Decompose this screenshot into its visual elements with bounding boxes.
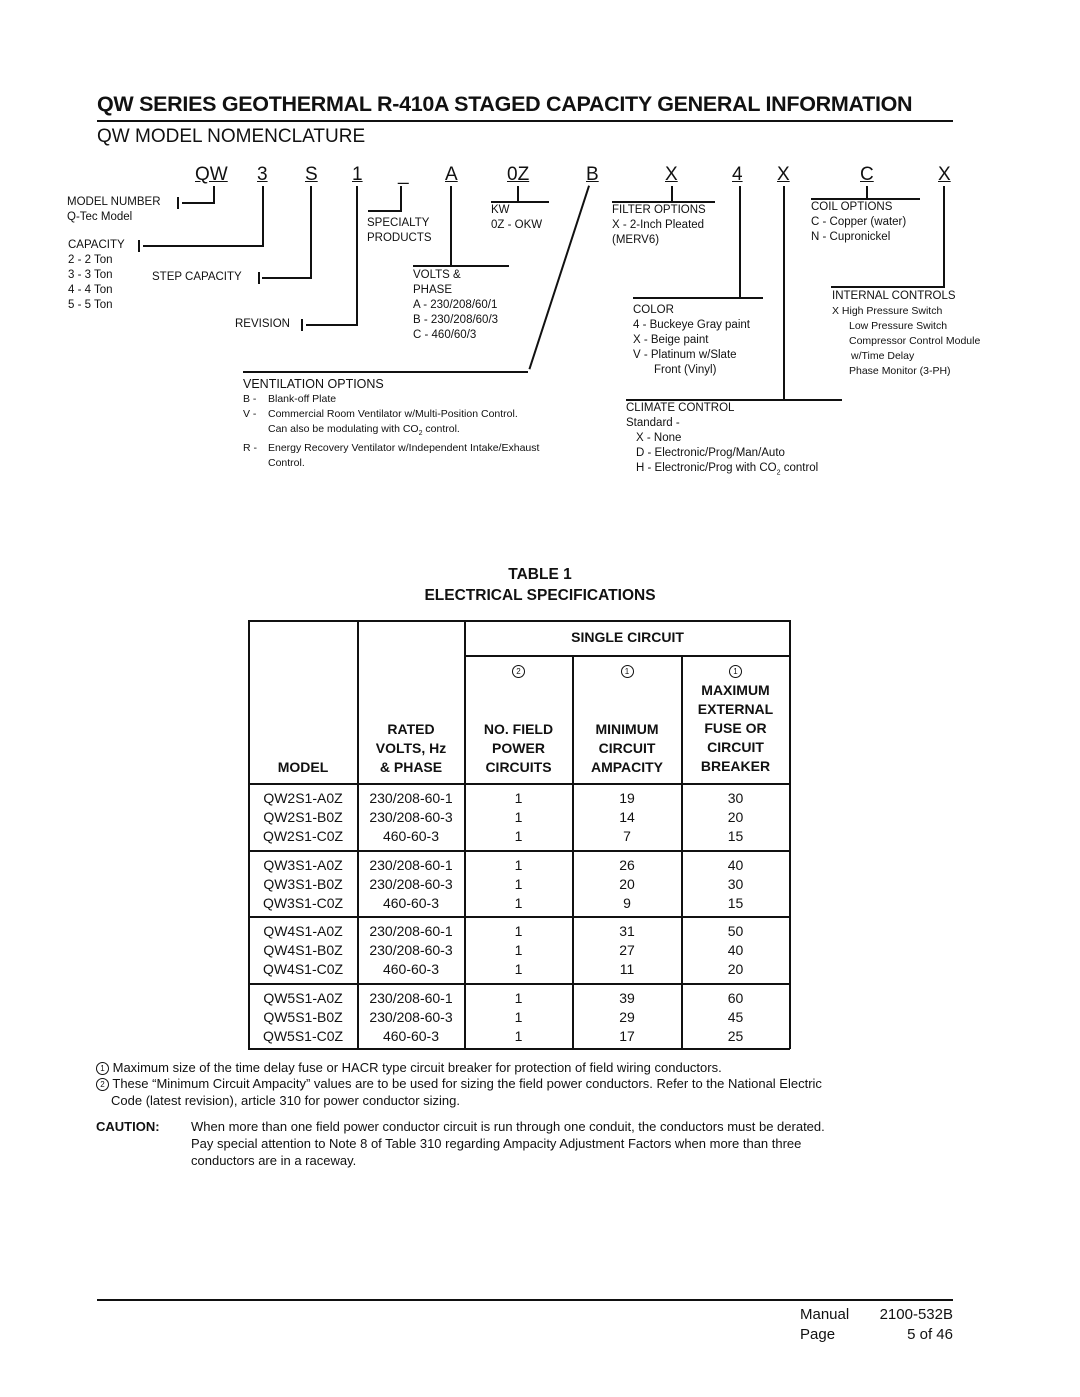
color-line: Front (Vinyl): [654, 364, 717, 376]
connector-line: [368, 210, 402, 212]
footer-rule: [97, 1299, 953, 1301]
title-rule: [97, 120, 953, 122]
connector-line: [831, 286, 945, 288]
cell-circuits: 1: [514, 790, 523, 806]
capacity-option: 3 - 3 Ton: [68, 269, 113, 281]
cell-circuits: 1: [514, 809, 523, 825]
connector-line: [243, 371, 528, 373]
cell-model: QW4S1-B0Z: [263, 942, 343, 958]
code-coil: C: [860, 164, 874, 185]
header-model: MODEL: [277, 759, 329, 775]
single-circuit-header: SINGLE CIRCUIT: [571, 629, 684, 645]
note-mark: 1: [682, 661, 789, 680]
cell-fuse: 40: [727, 857, 744, 873]
connector-line: [356, 186, 358, 325]
cell-model: QW3S1-B0Z: [263, 876, 343, 892]
cell-volts: 230/208-60-3: [369, 809, 453, 825]
cell-volts: 230/208-60-1: [369, 990, 453, 1006]
internal-controls-line: X High Pressure Switch: [832, 305, 943, 317]
climate-line: X - None: [636, 432, 682, 444]
code-volts: A: [445, 164, 458, 185]
table-border: [789, 620, 791, 1049]
cell-volts: 230/208-60-3: [369, 942, 453, 958]
table-divider: [464, 655, 790, 657]
cell-model: QW5S1-B0Z: [263, 1009, 343, 1025]
color-line: 4 - Buckeye Gray paint: [633, 319, 750, 331]
cell-fuse: 30: [727, 876, 744, 892]
code-capacity: 3: [257, 164, 268, 185]
color-block: [633, 303, 750, 378]
color-line: X - Beige paint: [633, 334, 709, 346]
cell-volts: 460-60-3: [382, 828, 440, 844]
header-ampacity: MINIMUM CIRCUIT AMPACITY: [590, 721, 664, 775]
cell-volts: 460-60-3: [382, 1028, 440, 1044]
cell-volts: 460-60-3: [382, 895, 440, 911]
footnote-2: 2 These “Minimum Circuit Ampacity” values are to be used for sizing the field power conductors. Refer to the National Electric Code (latest revision), article 310 for power conductor sizing.: [96, 1075, 996, 1109]
table-divider: [248, 850, 790, 852]
cell-ampacity: 26: [619, 857, 635, 873]
cell-ampacity: 20: [619, 876, 635, 892]
table-title: TABLE 1: [508, 566, 572, 583]
color-line: COLOR: [633, 304, 674, 316]
step-capacity-label: STEP CAPACITY: [152, 271, 242, 283]
volts-line: B - 230/208/60/3: [413, 314, 499, 326]
cell-model: QW2S1-C0Z: [262, 828, 344, 844]
code-internal: X: [938, 164, 951, 185]
connector-line: [182, 202, 215, 204]
cell-model: QW4S1-A0Z: [263, 923, 343, 939]
specialty-line: SPECIALTY: [367, 217, 430, 229]
code-revision: 1: [352, 164, 363, 185]
cell-volts: 460-60-3: [382, 961, 440, 977]
kw-line: KW: [491, 204, 510, 216]
capacity-option: 5 - 5 Ton: [68, 299, 113, 311]
volts-line: C - 460/60/3: [413, 329, 477, 341]
filter-block: [612, 203, 706, 248]
internal-controls-line: Phase Monitor (3-PH): [849, 365, 951, 377]
volts-line: A - 230/208/60/1: [413, 299, 498, 311]
specialty-line: PRODUCTS: [367, 232, 432, 244]
cell-fuse: 30: [727, 790, 744, 806]
cell-ampacity: 14: [619, 809, 635, 825]
kw-block: [491, 203, 542, 233]
code-color: 4: [732, 164, 743, 185]
header-circuits: NO. FIELD POWER CIRCUITS: [483, 721, 554, 775]
cell-fuse: 40: [727, 942, 744, 958]
coil-block: [811, 200, 906, 245]
connector-line: [258, 272, 260, 284]
model-number-label: MODEL NUMBER: [67, 196, 161, 208]
cell-circuits: 1: [514, 961, 523, 977]
connector-line: [783, 186, 785, 400]
ventilation-item: Control.: [268, 457, 305, 470]
connector-line: [739, 186, 741, 298]
capacity-option: 4 - 4 Ton: [68, 284, 113, 296]
cell-ampacity: 19: [619, 790, 635, 806]
section-subtitle: QW MODEL NOMENCLATURE: [97, 126, 366, 147]
connector-line: [177, 197, 179, 209]
filter-line: FILTER OPTIONS: [612, 204, 706, 216]
climate-label: CLIMATE CONTROL: [626, 402, 735, 414]
ventilation-code: B -: [243, 393, 257, 405]
ventilation-item: Can also be modulating with $CO_2$ control.: [268, 423, 460, 438]
cell-model: QW2S1-B0Z: [263, 809, 343, 825]
header-fuse: MAXIMUM EXTERNAL FUSE OR CIRCUIT BREAKER: [697, 682, 774, 774]
ventilation-block: [243, 377, 539, 471]
cell-circuits: 1: [514, 828, 523, 844]
caution-block: [96, 1118, 996, 1169]
ventilation-item: R - Energy Recovery Ventilator w/Independent Intake/Exhaust: [243, 442, 540, 455]
cell-model: QW3S1-A0Z: [263, 857, 343, 873]
caution-label: CAUTION:: [96, 1119, 160, 1134]
cell-ampacity: 17: [619, 1028, 635, 1044]
cell-fuse: 20: [727, 809, 744, 825]
revision-label: REVISION: [235, 318, 290, 330]
table-border: [248, 620, 790, 622]
kw-line: 0Z - OKW: [491, 219, 543, 231]
cell-volts: 230/208-60-1: [369, 923, 453, 939]
footer-page-number: 5 of 46: [907, 1326, 953, 1343]
volts-line: PHASE: [413, 284, 452, 296]
code-ventilation: B: [586, 164, 599, 185]
cell-fuse: 15: [727, 828, 744, 844]
internal-controls-line: w/Time Delay: [851, 350, 915, 362]
ventilation-item: B - Blank-off Plate: [243, 393, 337, 405]
cell-circuits: 1: [514, 923, 523, 939]
cell-model: QW3S1-C0Z: [262, 895, 344, 911]
climate-line: D - Electronic/Prog/Man/Auto: [636, 447, 785, 459]
table-divider: [248, 783, 790, 785]
cell-ampacity: 9: [623, 895, 631, 911]
cell-model: QW5S1-C0Z: [262, 1028, 344, 1044]
coil-line: C - Copper (water): [811, 216, 907, 228]
code-climate: X: [777, 164, 790, 185]
filter-line: X - 2-Inch Pleated: [612, 219, 705, 231]
cell-ampacity: 27: [619, 942, 635, 958]
cell-fuse: 20: [727, 961, 744, 977]
connector-line: [301, 319, 303, 331]
ventilation-code: R -: [243, 442, 258, 455]
cell-fuse: 25: [727, 1028, 744, 1044]
cell-circuits: 1: [514, 857, 523, 873]
model-number-value: Q-Tec Model: [67, 211, 133, 223]
ventilation-label: VENTILATION OPTIONS: [243, 377, 384, 391]
cell-volts: 230/208-60-1: [369, 790, 453, 806]
cell-circuits: 1: [514, 895, 523, 911]
connector-line: [943, 186, 945, 287]
connector-line: [400, 186, 402, 211]
caution-text: When more than one field power conductor circuit is run through one conduit, the conductors must be derated. Pay special attention to Note 8 of Table 310 regarding Ampacity Adjustment Factors when more than three conductors are in a raceway.: [191, 1119, 825, 1168]
connector-line: [213, 186, 215, 203]
connector-line: [413, 265, 509, 267]
cell-volts: 230/208-60-3: [369, 1009, 453, 1025]
code-step: S: [305, 164, 318, 185]
model-number-block: [67, 195, 161, 225]
note-mark: 2: [465, 661, 572, 680]
coil-line: N - Cupronickel: [811, 231, 891, 243]
header-rated: RATED VOLTS, Hz & PHASE: [375, 721, 447, 775]
coil-line: COIL OPTIONS: [811, 201, 893, 213]
table-divider: [248, 916, 790, 918]
cell-circuits: 1: [514, 1028, 523, 1044]
table-border: [248, 1048, 790, 1050]
page-title: QW SERIES GEOTHERMAL R-410A STAGED CAPACITY GENERAL INFORMATION: [97, 92, 913, 116]
connector-line: [306, 324, 358, 326]
connector-line: [671, 186, 673, 202]
cell-ampacity: 11: [619, 961, 635, 977]
cell-fuse: 45: [727, 1009, 744, 1025]
connector-line: [138, 240, 140, 252]
climate-block: [626, 401, 818, 480]
footer-page-label: Page: [800, 1326, 836, 1343]
cell-model: QW5S1-A0Z: [263, 990, 343, 1006]
climate-line: H - Electronic/Prog with $CO_2$ control: [636, 462, 819, 477]
color-line: V - Platinum w/Slate: [633, 349, 737, 361]
internal-controls-block: [832, 289, 980, 379]
internal-controls-label: INTERNAL CONTROLS: [832, 290, 956, 302]
connector-line: [262, 186, 264, 246]
cell-circuits: 1: [514, 1009, 523, 1025]
ventilation-item: V - Commercial Room Ventilator w/Multi-Position Control.: [243, 408, 518, 420]
footer-manual-number: 2100-532B: [879, 1306, 953, 1323]
cell-ampacity: 31: [619, 923, 635, 939]
connector-line: [517, 186, 519, 202]
connector-line: [262, 277, 312, 279]
cell-circuits: 1: [514, 876, 523, 892]
cell-ampacity: 29: [619, 1009, 635, 1025]
cell-ampacity: 7: [623, 828, 631, 844]
internal-controls-line: Low Pressure Switch: [849, 320, 948, 332]
table-subtitle: ELECTRICAL SPECIFICATIONS: [424, 587, 656, 604]
cell-model: QW2S1-A0Z: [263, 790, 343, 806]
cell-fuse: 60: [727, 990, 744, 1006]
note-mark: 1: [96, 1062, 109, 1075]
cell-circuits: 1: [514, 942, 523, 958]
volts-line: VOLTS &: [413, 269, 461, 281]
cell-volts: 230/208-60-3: [369, 876, 453, 892]
note-mark: 1: [573, 661, 681, 680]
connector-line: [450, 186, 452, 266]
cell-fuse: 15: [727, 895, 744, 911]
volts-block: [413, 268, 498, 343]
capacity-label: CAPACITY: [68, 239, 125, 251]
connector-line: [633, 297, 763, 299]
cell-fuse: 50: [727, 923, 744, 939]
ventilation-code: V -: [243, 408, 257, 420]
connector-line: [143, 245, 264, 247]
code-specialty: _: [398, 164, 409, 185]
table-divider: [248, 983, 790, 985]
note-mark: 2: [96, 1078, 109, 1091]
capacity-option: 2 - 2 Ton: [68, 254, 113, 266]
cell-model: QW4S1-C0Z: [262, 961, 344, 977]
cell-ampacity: 39: [619, 990, 635, 1006]
filter-line: (MERV6): [612, 234, 660, 246]
cell-circuits: 1: [514, 990, 523, 1006]
cell-volts: 230/208-60-1: [369, 857, 453, 873]
connector-line: [310, 186, 312, 278]
code-qw: QW: [195, 164, 228, 185]
footnote-1-text: Maximum size of the time delay fuse or HACR type circuit breaker for protection of field wiring conductors.: [112, 1060, 722, 1075]
internal-controls-line: Compressor Control Module: [849, 335, 981, 347]
code-kw: 0Z: [507, 164, 530, 185]
climate-line: Standard -: [626, 417, 680, 429]
specialty-block: [367, 216, 432, 246]
capacity-block: [68, 238, 125, 313]
footer-manual-label: Manual: [800, 1306, 850, 1323]
footnote-1: [96, 1059, 976, 1076]
code-filter: X: [665, 164, 678, 185]
